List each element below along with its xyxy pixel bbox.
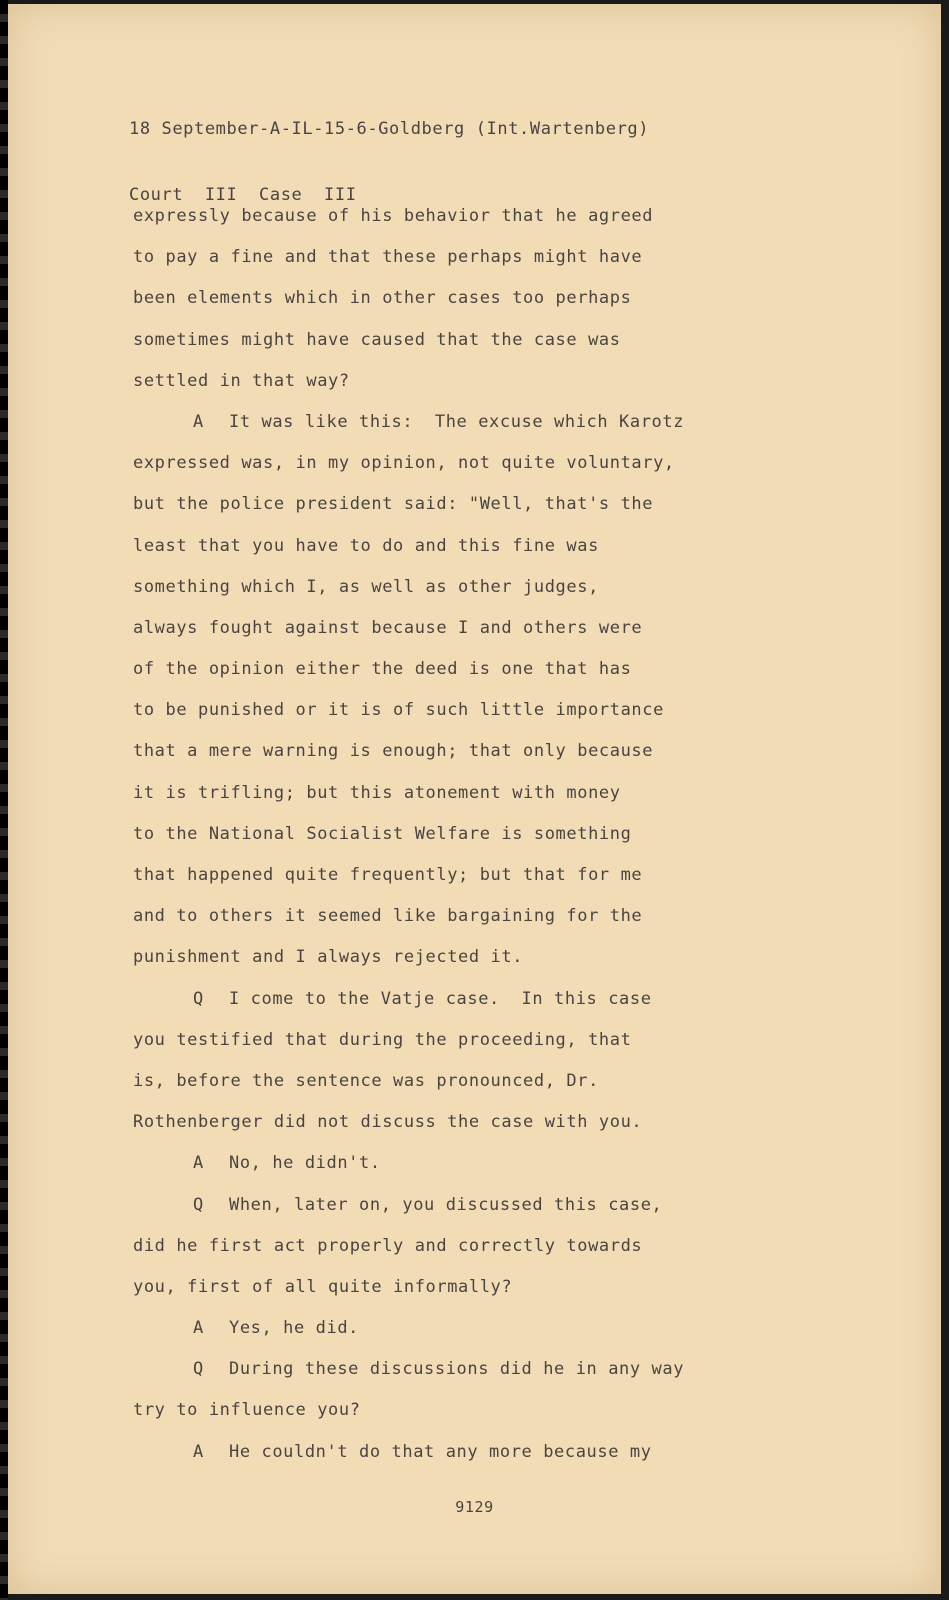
question-line xyxy=(133,1185,833,1226)
question-line xyxy=(133,979,833,1020)
scan-border xyxy=(0,0,8,1600)
text-line: did he first act properly and correctly towards xyxy=(133,1235,643,1256)
text-line: punishment and I always rejected it. xyxy=(133,947,524,968)
text-line: least that you have to do and this fine was xyxy=(133,535,599,556)
speaker-label: A xyxy=(193,1153,204,1174)
answer-line xyxy=(133,1432,833,1473)
text-line: you, first of all quite informally? xyxy=(133,1276,513,1297)
speaker-label: Q xyxy=(193,1359,204,1380)
text-line: been elements which in other cases too perhaps xyxy=(133,288,632,309)
speaker-label: A xyxy=(193,1318,204,1339)
text-line: Rothenberger did not discuss the case with you. xyxy=(133,1112,643,1133)
header-court-line: Court III Case III xyxy=(129,185,357,205)
answer-line xyxy=(133,1143,833,1184)
question-text: When, later on, you discussed this case, xyxy=(229,1194,663,1215)
answer-line xyxy=(133,402,833,443)
text-line: something which I, as well as other judges, xyxy=(133,576,599,597)
question-line xyxy=(133,1349,833,1390)
text-line: you testified that during the proceeding, that xyxy=(133,1029,632,1050)
text-line: to be punished or it is of such little importance xyxy=(133,700,664,721)
question-text: I come to the Vatje case. In this case xyxy=(229,988,652,1009)
answer-text: He couldn't do that any more because my xyxy=(229,1441,652,1462)
answer-text: Yes, he did. xyxy=(229,1318,360,1339)
text-line: expressly because of his behavior that he agreed xyxy=(133,206,654,226)
speaker-label: Q xyxy=(193,1194,204,1215)
text-line: that happened quite frequently; but that for me xyxy=(133,865,643,885)
text-line: and to others it seemed like bargaining for the xyxy=(133,906,643,927)
answer-text: It was like this: The excuse which Karotz xyxy=(229,411,685,432)
text-line: it is trifling; but this atonement with money xyxy=(133,782,621,803)
text-line: sometimes might have caused that the case was xyxy=(133,329,621,350)
speaker-label: A xyxy=(193,1441,204,1462)
header-case-line: 18 September-A-IL-15-6-Goldberg (Int.Wartenberg) xyxy=(129,119,650,139)
answer-text: No, he didn't. xyxy=(229,1153,381,1174)
text-line: is, before the sentence was pronounced, Dr. xyxy=(133,1070,599,1091)
speaker-label: A xyxy=(193,411,204,432)
text-line: of the opinion either the deed is one that has xyxy=(133,659,632,680)
speaker-label: Q xyxy=(193,988,204,1009)
text-line: to pay a fine and that these perhaps might have xyxy=(133,247,643,268)
document-page xyxy=(8,4,941,1594)
page-number: 9129 xyxy=(455,1498,494,1516)
text-line: always fought against because I and others were xyxy=(133,617,643,638)
text-line: that a mere warning is enough; that only because xyxy=(133,741,654,762)
text-line: but the police president said: "Well, that's the xyxy=(133,494,654,515)
text-line: to the National Socialist Welfare is something xyxy=(133,823,632,844)
text-line: try to influence you? xyxy=(133,1400,361,1421)
question-text: During these discussions did he in any way xyxy=(229,1359,685,1380)
answer-line xyxy=(133,1308,833,1349)
text-line: settled in that way? xyxy=(133,370,350,391)
transcript-body xyxy=(133,196,833,1473)
text-line: expressed was, in my opinion, not quite voluntary, xyxy=(133,453,675,474)
